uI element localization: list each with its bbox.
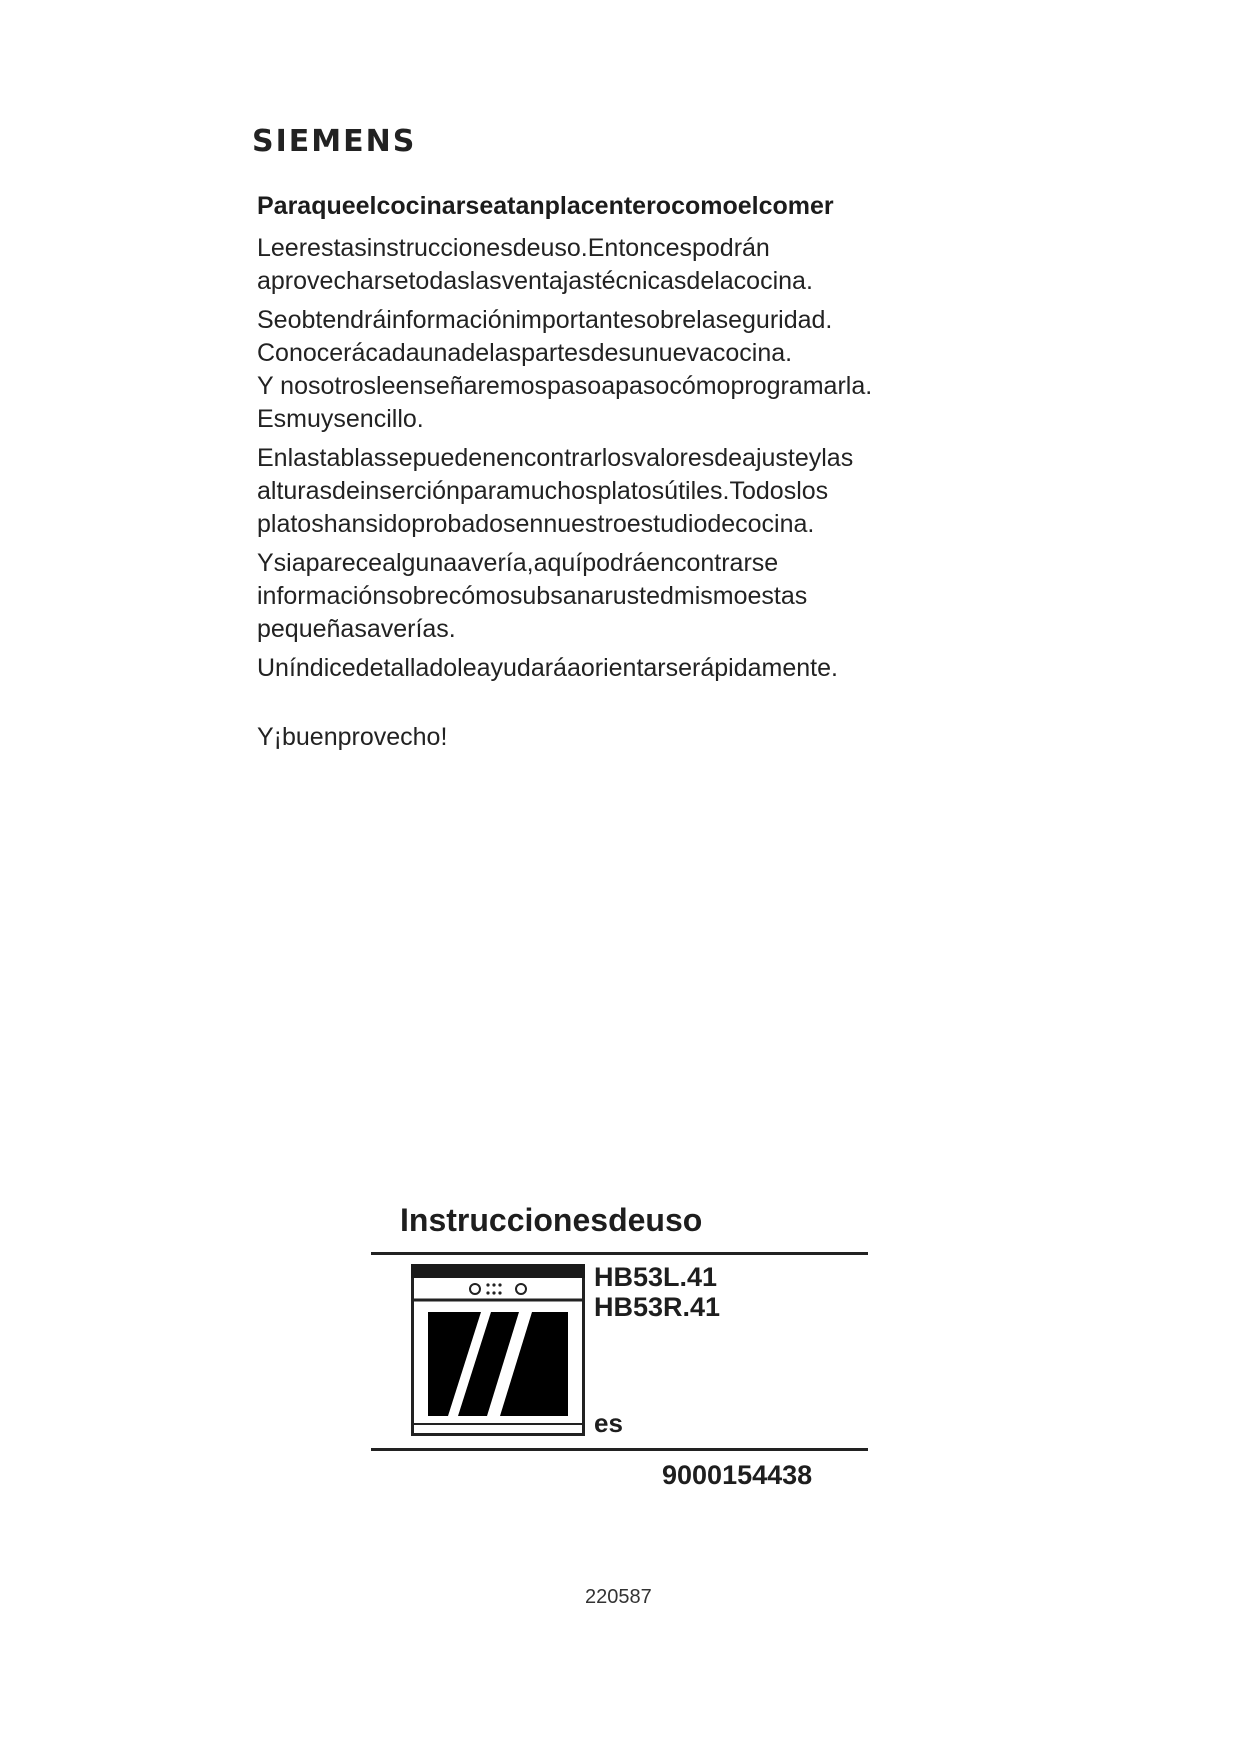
text-line: Ysiaparecealgunaavería,aquípodráencontrarse [257,549,779,577]
text-line: Esmuysencillo. [257,405,424,433]
intro-heading: Paraqueelcocinarseatanplacenterocomoelcomer [257,192,834,220]
text-line: informaciónsobrecómosubsanarustedmismoestas [257,582,808,610]
text-line: Y nosotrosleenseñaremospasoapasocómoprogramarla. [257,372,873,400]
text-line: Leerestasinstruccionesdeuso.Entoncespodrán [257,234,770,262]
text-line: platoshansidoprobadosennuestroestudiodecocina. [257,510,815,538]
oven-icon [411,1264,585,1436]
brand-logo: SIEMENS [252,124,417,159]
intro-paragraph-5 [257,652,1017,685]
closing-line: Y¡buenprovecho! [257,723,448,751]
bottom-divider [371,1448,868,1451]
intro-paragraph-3 [257,442,1017,541]
footer-code: 220587 [585,1586,652,1608]
intro-paragraph-2 [257,304,1017,436]
text-line: aprovecharsetodaslasventajastécnicasdelacocina. [257,267,813,295]
intro-paragraph-1 [257,232,1017,298]
text-line: Seobtendráinformaciónimportantesobrelaseguridad. [257,306,833,334]
text-line: alturasdeinserciónparamuchosplatosútiles.Todoslos [257,477,829,505]
text-line: Uníndicedetalladoleayudaráaorientarserápidamente. [257,654,838,682]
language-code: es [594,1408,623,1438]
top-divider [371,1252,868,1255]
intro-section [257,190,1017,760]
model-number: HB53R.41 [594,1292,721,1322]
text-line: pequeñasaverías. [257,615,456,643]
manual-title: Instruccionesdeuso [400,1202,703,1238]
text-line: Enlastablassepuedenencontrarlosvaloresdeajusteylas [257,444,854,472]
model-number: HB53L.41 [594,1262,718,1292]
intro-paragraph-4 [257,547,1017,646]
text-line: Conocerácadaunadelaspartesdesunuevacocina. [257,339,793,367]
part-number: 9000154438 [662,1460,813,1490]
